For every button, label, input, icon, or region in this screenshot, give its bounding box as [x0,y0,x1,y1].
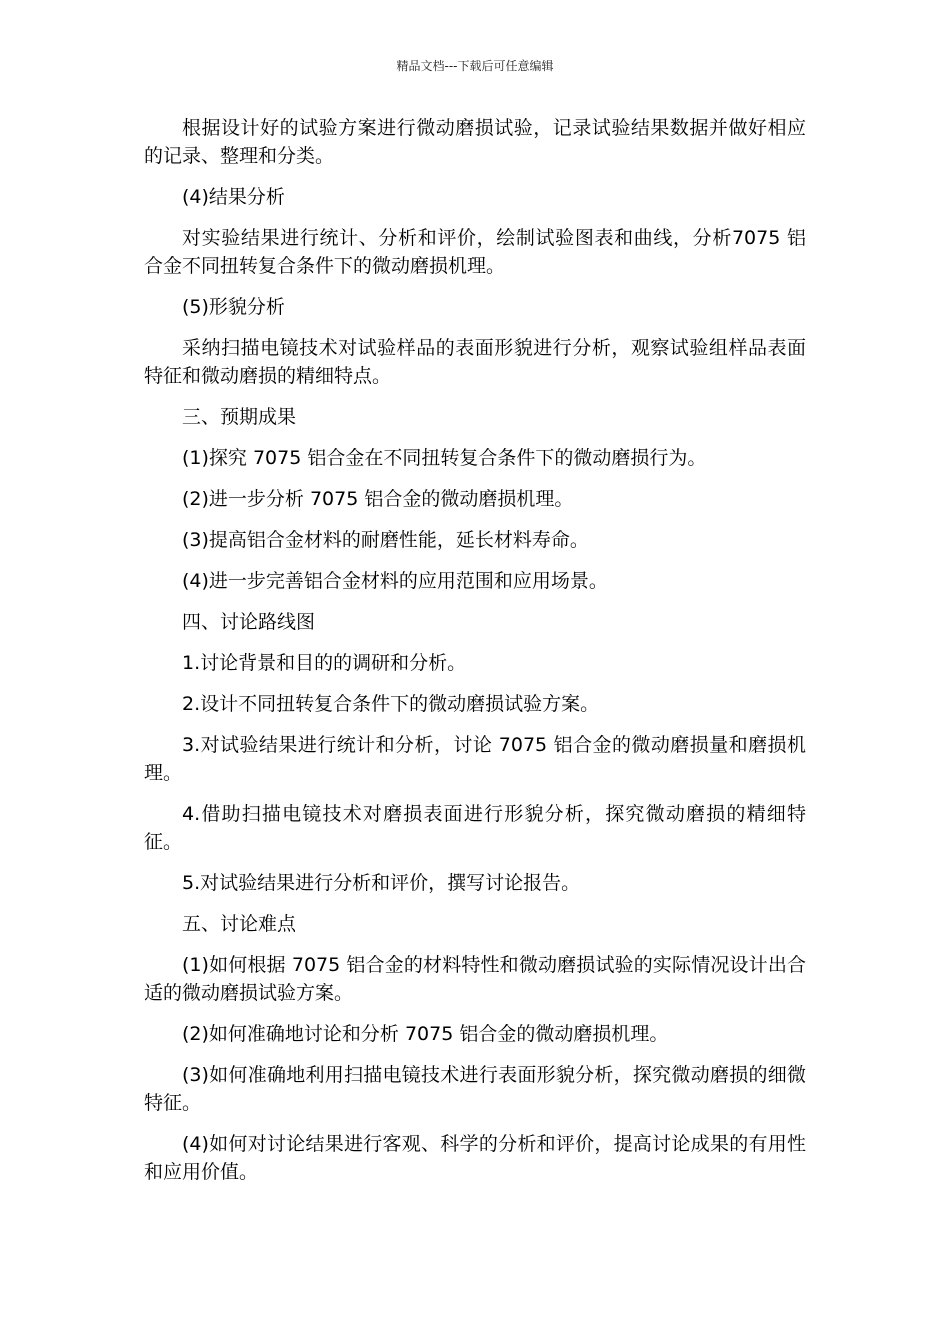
paragraph-experiment-procedure: 根据设计好的试验方案进行微动磨损试验，记录试验结果数据并做好相应的记录、整理和分类。 [144,117,806,167]
list-item-expected-3: (3)提高铝合金材料的耐磨性能，延长材料寿命。 [182,529,589,551]
section-heading-expected-results: 三、预期成果 [182,406,297,428]
paragraph-morphology-analysis: 采纳扫描电镜技术对试验样品的表面形貌进行分析，观察试验组样品表面特征和微动磨损的精细特点。 [144,337,806,387]
list-item-roadmap-2: 2.设计不同扭转复合条件下的微动磨损试验方案。 [182,693,600,715]
list-item-expected-4: (4)进一步完善铝合金材料的应用范围和应用场景。 [182,570,608,592]
heading-result-analysis: (4)结果分析 [182,186,285,208]
list-item-expected-1: (1)探究 7075 铝合金在不同扭转复合条件下的微动磨损行为。 [182,447,707,469]
list-item-difficulty-2: (2)如何准确地讨论和分析 7075 铝合金的微动磨损机理。 [182,1023,669,1045]
document-body [144,114,806,1199]
list-item-roadmap-4: 4.借助扫描电镜技术对磨损表面进行形貌分析，探究微动磨损的精细特征。 [144,803,806,853]
section-heading-roadmap: 四、讨论路线图 [182,611,316,633]
list-item-roadmap-1: 1.讨论背景和目的的调研和分析。 [182,652,467,674]
list-item-difficulty-3: (3)如何准确地利用扫描电镜技术进行表面形貌分析，探究微动磨损的细微特征。 [144,1064,806,1114]
list-item-roadmap-5: 5.对试验结果进行分析和评价，撰写讨论报告。 [182,872,581,894]
list-item-expected-2: (2)进一步分析 7075 铝合金的微动磨损机理。 [182,488,574,510]
section-heading-difficulties: 五、讨论难点 [182,913,297,935]
list-item-roadmap-3: 3.对试验结果进行统计和分析，讨论 7075 铝合金的微动磨损量和磨损机理。 [144,734,806,784]
page-header: 精品文档---下载后可任意编辑 [396,59,554,73]
paragraph-result-analysis: 对实验结果进行统计、分析和评价，绘制试验图表和曲线，分析7075 铝合金不同扭转复合条件下的微动磨损机理。 [144,227,806,277]
list-item-difficulty-1: (1)如何根据 7075 铝合金的材料特性和微动磨损试验的实际情况设计出合适的微动磨损试验方案。 [144,954,806,1004]
heading-morphology-analysis: (5)形貌分析 [182,296,285,318]
list-item-difficulty-4: (4)如何对讨论结果进行客观、科学的分析和评价，提高讨论成果的有用性和应用价值。 [144,1133,806,1183]
